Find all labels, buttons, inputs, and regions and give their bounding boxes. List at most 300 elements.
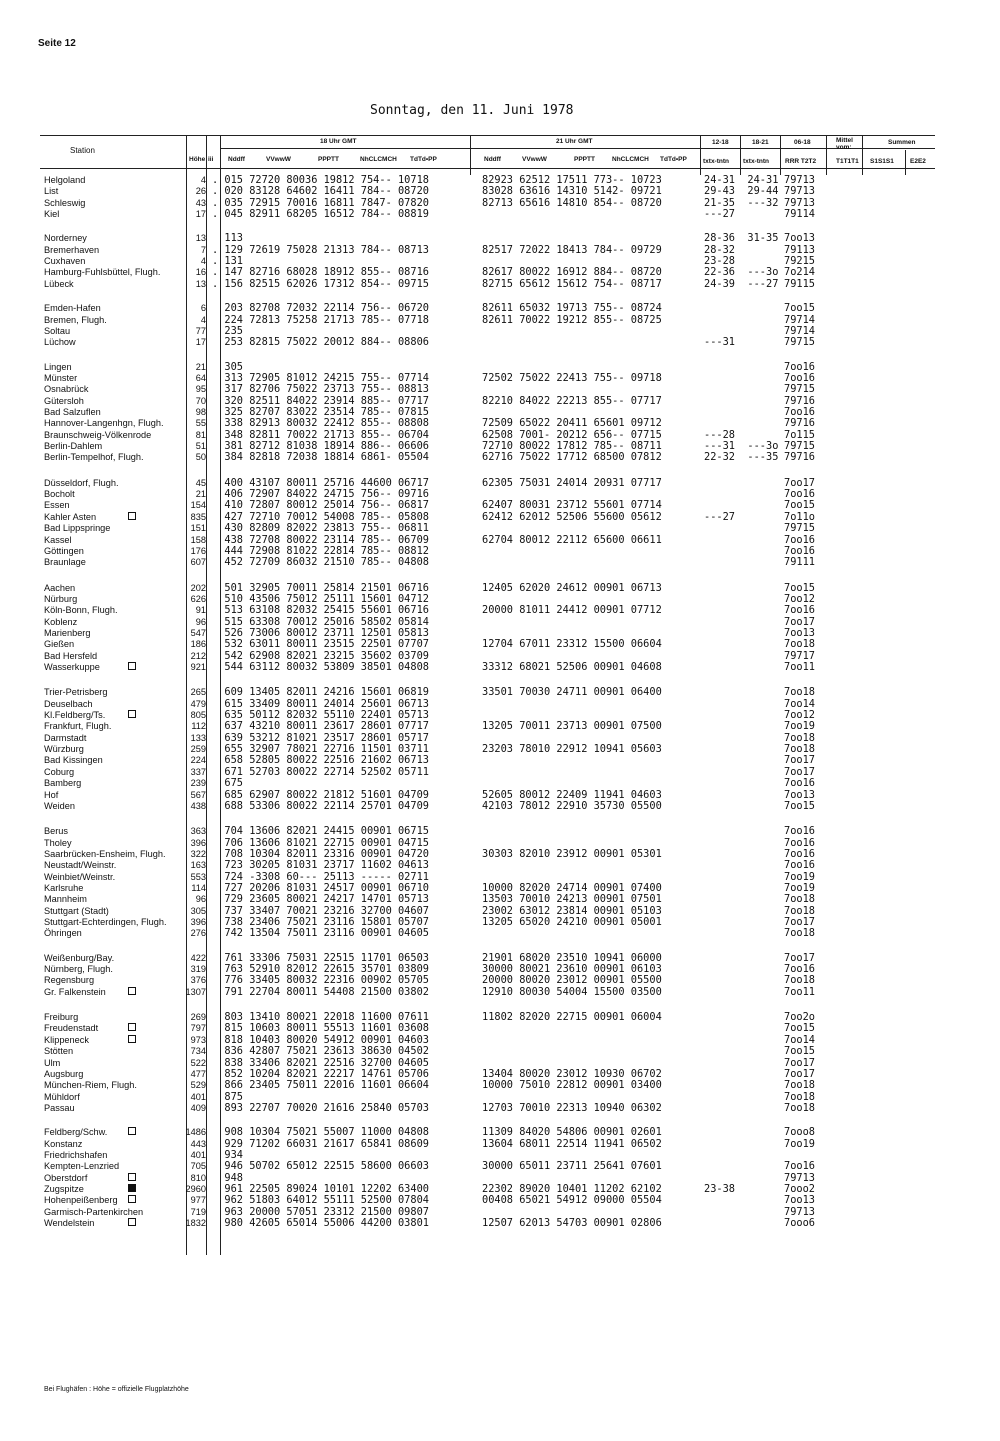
mean-values: 7oo16 bbox=[784, 1160, 815, 1173]
station-name: Münster bbox=[44, 372, 78, 383]
station-name: Hamburg-Fuhlsbüttel, Flugh. bbox=[44, 267, 161, 278]
station-height: 21 bbox=[195, 489, 206, 500]
summen-divider bbox=[905, 150, 906, 175]
station-height: 438 bbox=[190, 800, 206, 811]
station-name: Darmstadt bbox=[44, 732, 87, 743]
station-name: Bremerhaven bbox=[44, 244, 100, 255]
obs-18-gmt: 325 82707 83022 23514 785-- 07815 bbox=[212, 406, 429, 418]
obs-18-gmt: 444 72908 81022 22814 785-- 08812 bbox=[212, 544, 429, 557]
mean-values: 7o11o bbox=[784, 510, 815, 523]
obs-18-gmt: 815 10603 80011 55513 11601 03608 bbox=[212, 1022, 429, 1035]
mean-values: 7oo18 bbox=[784, 1101, 815, 1114]
mean-values: 7oo17 bbox=[784, 765, 815, 778]
station-height: 13 bbox=[195, 278, 206, 289]
obs-21-gmt: 12910 80030 54004 15500 03500 bbox=[482, 985, 662, 998]
station-height: 567 bbox=[190, 789, 206, 800]
table-row bbox=[0, 384, 1000, 395]
obs-21-gmt: 42103 78012 22910 35730 05500 bbox=[482, 799, 662, 812]
station-name: Nürburg bbox=[44, 593, 78, 604]
station-height: 269 bbox=[190, 1012, 206, 1023]
mean-values: 7oo16 bbox=[784, 777, 815, 790]
mountain-station-marker bbox=[128, 1195, 136, 1203]
station-height: 50 bbox=[195, 452, 206, 463]
mean-values: 7oo16 bbox=[784, 533, 815, 546]
station-height: 96 bbox=[195, 616, 206, 627]
obs-18-gmt: 452 72709 86032 21510 785-- 04808 bbox=[212, 556, 429, 569]
obs-18-gmt: 729 23605 80021 24217 14701 05713 bbox=[212, 893, 429, 906]
mean-values: 7oo16 bbox=[784, 604, 815, 617]
station-height: 797 bbox=[190, 1023, 206, 1034]
station-height: 477 bbox=[190, 1068, 206, 1079]
station-height: 607 bbox=[190, 557, 206, 568]
mean-values: 7oo15 bbox=[784, 302, 815, 315]
station-name: Bad Kissingen bbox=[44, 755, 103, 766]
obs-18-gmt: 313 72905 81012 24215 755-- 07714 bbox=[212, 371, 429, 384]
mean-values: 79215 bbox=[784, 255, 815, 268]
station-name: Oberstdorf bbox=[44, 1172, 88, 1183]
obs-21-gmt: 11802 82020 22715 00901 06004 bbox=[482, 1011, 662, 1024]
station-name: Berlin-Dahlem bbox=[44, 441, 103, 451]
table-row bbox=[0, 535, 1000, 546]
obs-21-gmt: 22302 89020 10401 11202 62102 bbox=[482, 1183, 662, 1195]
table-row bbox=[0, 778, 1000, 789]
station-height: 409 bbox=[190, 1102, 206, 1113]
obs-18-gmt: 727 20206 81031 24517 00901 06710 bbox=[212, 881, 429, 894]
station-name: Weinbiet/Weinstr. bbox=[44, 871, 116, 882]
obs-18-gmt: . 045 82911 68205 16512 784-- 08819 bbox=[212, 208, 429, 220]
station-height: 973 bbox=[190, 1034, 206, 1045]
table-row bbox=[0, 975, 1000, 986]
obs-21-gmt: 23002 63012 23814 00901 05103 bbox=[482, 904, 662, 917]
station-height: 17 bbox=[195, 209, 206, 219]
station-height: 553 bbox=[190, 871, 206, 882]
station-name: Würzburg bbox=[44, 744, 84, 755]
mean-values: 7oo18 bbox=[784, 731, 815, 744]
mean-values: 79111 bbox=[784, 556, 815, 569]
obs-21-gmt: 83028 63616 14310 5142- 09721 bbox=[482, 185, 662, 198]
table-row bbox=[0, 500, 1000, 511]
station-height: 77 bbox=[195, 325, 206, 336]
station-name: Nürnberg, Flugh. bbox=[44, 964, 113, 974]
station-height: 2960 bbox=[185, 1184, 206, 1194]
station-name: Marienberg bbox=[44, 627, 91, 638]
obs-18-gmt: . 156 82515 62026 17312 854-- 09715 bbox=[212, 277, 429, 290]
mean-values: 7o214 bbox=[784, 266, 815, 279]
table-row bbox=[0, 662, 1000, 673]
station-height: 835 bbox=[190, 511, 206, 522]
obs-21-gmt: 33312 68021 52506 00901 04608 bbox=[482, 661, 662, 673]
station-name: Stuttgart-Echterdingen, Flugh. bbox=[44, 917, 167, 927]
obs-18-gmt: 510 43506 75012 25111 15601 04712 bbox=[212, 592, 429, 605]
station-height: 26 bbox=[195, 186, 206, 197]
station-height: 55 bbox=[195, 418, 206, 429]
mean-values: 7oo17 bbox=[784, 1067, 815, 1080]
table-row bbox=[0, 1058, 1000, 1069]
mean-values: 7oo16 bbox=[784, 847, 815, 860]
header-summen-sub1: S1S1S1 bbox=[870, 158, 894, 165]
obs-18-gmt: 685 62907 80022 21812 51601 04709 bbox=[212, 788, 429, 801]
table-row bbox=[0, 245, 1000, 256]
obs-21-gmt: 62412 62012 52506 55600 05612 bbox=[482, 510, 662, 523]
obs-18-gmt: 635 50112 82032 55110 22401 05713 bbox=[212, 709, 429, 721]
table-row bbox=[0, 906, 1000, 917]
station-name: Coburg bbox=[44, 766, 75, 777]
obs-18-gmt: 410 72807 80012 25014 756-- 06817 bbox=[212, 499, 429, 512]
station-height: 4 bbox=[200, 314, 206, 325]
mean-values: 7oo18 bbox=[784, 927, 815, 940]
obs-21-gmt: 52605 80012 22409 11941 04603 bbox=[482, 788, 662, 801]
mountain-station-marker bbox=[128, 1035, 136, 1043]
station-name: Weiden bbox=[44, 800, 75, 811]
station-height: 977 bbox=[190, 1195, 206, 1206]
obs-18-gmt: . 147 82716 68028 18912 855-- 08716 bbox=[212, 266, 429, 279]
footnote: Bei Flughäfen : Höhe = offizielle Flugplatzhöhe bbox=[44, 1386, 189, 1393]
obs-18-gmt: 737 33407 70021 23216 32700 04607 bbox=[212, 904, 429, 917]
obs-18-gmt: . 129 72619 75028 21313 784-- 08713 bbox=[212, 243, 429, 256]
station-name: Deuselbach bbox=[44, 698, 93, 709]
table-row bbox=[0, 452, 1000, 463]
mean-values: 79713 bbox=[784, 1205, 815, 1218]
station-height: 81 bbox=[195, 429, 206, 440]
mean-values: 7oo16 bbox=[784, 406, 815, 418]
mean-values: 79115 bbox=[784, 277, 815, 290]
obs-21-gmt: 82923 62512 17511 773-- 10723 bbox=[482, 174, 662, 186]
table-row bbox=[0, 583, 1000, 594]
mean-values: 7oo18 bbox=[784, 893, 815, 906]
station-name: Bamberg bbox=[44, 778, 82, 789]
station-height: 705 bbox=[190, 1161, 206, 1172]
mean-values: 79713 bbox=[784, 185, 815, 198]
obs-21-gmt: 62407 80031 23712 55601 07714 bbox=[482, 499, 662, 512]
obs-18-gmt: . 131 bbox=[212, 255, 243, 268]
table-row bbox=[0, 744, 1000, 755]
obs-18-gmt: 430 82809 82022 23813 755-- 06811 bbox=[212, 522, 429, 535]
mountain-station-marker bbox=[128, 987, 136, 995]
mean-values: 7oo17 bbox=[784, 951, 815, 964]
obs-18-gmt: 818 10403 80020 54912 00901 04603 bbox=[212, 1033, 429, 1046]
mean-values: 7oo15 bbox=[784, 499, 815, 512]
date-title: Sonntag, den 11. Juni 1978 bbox=[370, 103, 574, 118]
obs-21-gmt: 82611 70022 19212 855-- 08725 bbox=[482, 313, 662, 326]
table-row bbox=[0, 628, 1000, 639]
obs-18-gmt: 615 33409 80011 24014 25601 06713 bbox=[212, 697, 429, 710]
obs-18-gmt: 671 52703 80022 22714 52502 05711 bbox=[212, 765, 429, 778]
station-name: Braunlage bbox=[44, 557, 86, 568]
obs-18-gmt: . 035 72915 70016 16811 7847- 07820 bbox=[212, 196, 429, 209]
table-row bbox=[0, 1173, 1000, 1184]
station-name: Stötten bbox=[44, 1046, 74, 1057]
obs-21-gmt: 13205 65020 24210 00901 05001 bbox=[482, 916, 662, 928]
station-name: Feldberg/Schw. bbox=[44, 1127, 108, 1138]
station-height: 322 bbox=[190, 848, 206, 859]
obs-18-gmt: . 015 72720 80036 19812 754-- 10718 bbox=[212, 174, 429, 186]
table-row bbox=[0, 523, 1000, 534]
obs-18-gmt: 224 72813 75258 21713 785-- 07718 bbox=[212, 313, 429, 326]
obs-18-gmt: 438 72708 80022 23114 785-- 06709 bbox=[212, 533, 429, 546]
station-height: 43 bbox=[195, 197, 206, 208]
obs-21-gmt: 82517 72022 18413 784-- 09729 bbox=[482, 243, 662, 256]
mean-values: 7oo13 bbox=[784, 788, 815, 801]
mean-values: 79713 bbox=[784, 1171, 815, 1184]
obs-18-gmt: 658 52805 80022 22516 21602 06713 bbox=[212, 754, 429, 767]
obs-18-gmt: 742 13504 75011 23116 00901 04605 bbox=[212, 927, 429, 940]
table-row bbox=[0, 209, 1000, 220]
header-18-21: 18-21 bbox=[752, 139, 769, 146]
station-height: 98 bbox=[195, 407, 206, 417]
mountain-station-marker bbox=[128, 1127, 136, 1135]
mountain-station-marker bbox=[128, 1218, 136, 1226]
station-height: 396 bbox=[190, 837, 206, 848]
obs-21-gmt: 12704 67011 23312 15500 06604 bbox=[482, 638, 662, 651]
table-row bbox=[0, 699, 1000, 710]
table-row bbox=[0, 894, 1000, 905]
obs-18-gmt: 738 23406 75021 23116 15801 05707 bbox=[212, 916, 429, 928]
mean-values: 7oo16 bbox=[784, 836, 815, 849]
header-group18: 18 Uhr GMT bbox=[320, 138, 357, 145]
header-bottom-rule bbox=[40, 168, 935, 169]
station-name: Freiburg bbox=[44, 1012, 79, 1023]
obs-18-gmt: . 020 83128 64602 16411 784-- 08720 bbox=[212, 185, 429, 198]
station-name: Berus bbox=[44, 826, 69, 837]
table-row bbox=[0, 315, 1000, 326]
header-g21-col: TdTd•PP bbox=[660, 156, 687, 163]
obs-18-gmt: 708 10304 82011 23316 00901 04720 bbox=[212, 847, 429, 860]
mean-values: 79713 bbox=[784, 196, 815, 209]
mean-values: 7oo15 bbox=[784, 581, 815, 594]
obs-21-gmt: 11309 84020 54806 00901 02601 bbox=[482, 1126, 662, 1139]
mean-values: 79716 bbox=[784, 451, 815, 464]
obs-21-gmt: 13604 68011 22514 11941 06502 bbox=[482, 1137, 662, 1150]
mean-values: 7oo18 bbox=[784, 904, 815, 917]
header-summen-sub2: E2E2 bbox=[910, 158, 926, 165]
station-name: Aachen bbox=[44, 582, 76, 593]
mean-values: 7oo19 bbox=[784, 881, 815, 894]
table-row bbox=[0, 928, 1000, 939]
station-height: 91 bbox=[195, 605, 206, 616]
table-row bbox=[0, 1023, 1000, 1034]
obs-18-gmt: 526 73006 80012 23711 12501 05813 bbox=[212, 626, 429, 639]
mean-values: 79713 bbox=[784, 174, 815, 186]
station-height: 265 bbox=[190, 687, 206, 698]
obs-18-gmt: 934 bbox=[212, 1148, 243, 1161]
col1218-divider bbox=[740, 135, 741, 175]
obs-18-gmt: 761 33306 75031 22515 11701 06503 bbox=[212, 951, 429, 964]
station-name: Koblenz bbox=[44, 616, 78, 627]
station-height: 158 bbox=[190, 534, 206, 545]
station-name: Schleswig bbox=[44, 197, 86, 208]
station-height: 64 bbox=[195, 372, 206, 383]
mountain-station-marker bbox=[128, 512, 136, 520]
table-row bbox=[0, 1035, 1000, 1046]
mean-values: 7oo16 bbox=[784, 360, 815, 373]
obs-18-gmt: 724 -3308 60--- 25113 ----- 02711 bbox=[212, 870, 429, 883]
table-row bbox=[0, 687, 1000, 698]
table-row bbox=[0, 546, 1000, 557]
obs-18-gmt: 338 82913 80032 22412 855-- 08808 bbox=[212, 417, 429, 430]
mean-values: 79715 bbox=[784, 336, 815, 349]
header-g21-col: PPPTT bbox=[574, 156, 595, 163]
header-g21-col: Nddff bbox=[484, 156, 501, 163]
obs-18-gmt: 706 13606 81021 22715 00901 04715 bbox=[212, 836, 429, 849]
obs-18-gmt: 305 bbox=[212, 360, 243, 373]
station-height: 154 bbox=[190, 500, 206, 511]
station-name: Bad Lippspringe bbox=[44, 523, 111, 534]
obs-18-gmt: 980 42605 65014 55006 44200 03801 bbox=[212, 1217, 429, 1229]
station-name: Weißenburg/Bay. bbox=[44, 952, 115, 963]
obs-18-gmt: 427 72710 70012 54008 785-- 05808 bbox=[212, 510, 429, 523]
header-g21-col: NhCLCMCH bbox=[612, 156, 649, 163]
obs-21-gmt: 00408 65021 54912 09000 05504 bbox=[482, 1194, 662, 1207]
station-height: 7 bbox=[200, 244, 206, 255]
table-row bbox=[0, 1127, 1000, 1138]
obs-18-gmt: 655 32907 78021 22716 11501 03711 bbox=[212, 743, 429, 756]
temp-extremes: 23-28 bbox=[704, 255, 735, 268]
header-mittel-sub: T1T1T1 bbox=[836, 158, 859, 165]
obs-21-gmt: 72502 75022 22413 755-- 09718 bbox=[482, 371, 662, 384]
station-height: 363 bbox=[190, 826, 206, 837]
table-row bbox=[0, 860, 1000, 871]
obs-18-gmt: 929 71202 66031 21617 65841 08609 bbox=[212, 1137, 429, 1150]
station-height: 133 bbox=[190, 732, 206, 743]
station-height: 401 bbox=[190, 1091, 206, 1102]
station-name: Kiel bbox=[44, 209, 60, 219]
station-height: 337 bbox=[190, 766, 206, 777]
table-row bbox=[0, 362, 1000, 373]
table-row bbox=[0, 1218, 1000, 1229]
table-row bbox=[0, 755, 1000, 766]
obs-18-gmt: 381 82712 81038 18914 886-- 06606 bbox=[212, 440, 429, 452]
mean-values: 7oo16 bbox=[784, 544, 815, 557]
obs-18-gmt: 203 82708 72032 22114 756-- 06720 bbox=[212, 302, 429, 315]
station-height: 21 bbox=[195, 361, 206, 372]
mean-values: 7oo18 bbox=[784, 1090, 815, 1103]
mean-values: 79716 bbox=[784, 417, 815, 430]
mean-values: 7oo12 bbox=[784, 709, 815, 721]
station-name: Bad Salzuflen bbox=[44, 407, 101, 417]
mean-values: 7oo15 bbox=[784, 799, 815, 812]
obs-21-gmt: 20000 81011 24412 00901 07712 bbox=[482, 604, 662, 617]
table-row bbox=[0, 639, 1000, 650]
mean-values: 79715 bbox=[784, 522, 815, 535]
header-summen: Summen bbox=[888, 139, 916, 146]
header-12-18-sub: txtx-tntn bbox=[703, 158, 729, 165]
station-height: 719 bbox=[190, 1206, 206, 1217]
obs-18-gmt: 317 82706 75022 23713 755-- 08813 bbox=[212, 383, 429, 396]
obs-18-gmt: 609 13405 82011 24216 15601 06819 bbox=[212, 686, 429, 699]
station-name: Frankfurt, Flugh. bbox=[44, 721, 112, 732]
table-row bbox=[0, 557, 1000, 568]
station-height: 163 bbox=[190, 860, 206, 871]
mean-values: 7oo18 bbox=[784, 638, 815, 651]
station-name: Garmisch-Partenkirchen bbox=[44, 1206, 144, 1217]
table-row bbox=[0, 303, 1000, 314]
station-name: Gr. Falkenstein bbox=[44, 986, 106, 997]
mean-values: 7oo18 bbox=[784, 743, 815, 756]
obs-18-gmt: 763 52910 82012 22615 35701 03809 bbox=[212, 963, 429, 975]
obs-18-gmt: 908 10304 75021 55007 11000 04808 bbox=[212, 1126, 429, 1139]
mean-values: 79716 bbox=[784, 394, 815, 407]
table-row bbox=[0, 441, 1000, 452]
obs-21-gmt: 62716 75022 17712 68500 07812 bbox=[482, 451, 662, 464]
obs-18-gmt: 852 10204 82021 22217 14761 05706 bbox=[212, 1067, 429, 1080]
group18-divider bbox=[470, 135, 471, 175]
station-height: 224 bbox=[190, 755, 206, 766]
station-height: 376 bbox=[190, 975, 206, 986]
obs-21-gmt: 23203 78010 22912 10941 05603 bbox=[482, 743, 662, 756]
station-height: 259 bbox=[190, 744, 206, 755]
table-row bbox=[0, 872, 1000, 883]
mean-values: 7oo13 bbox=[784, 626, 815, 639]
mean-values: 79715 bbox=[784, 440, 815, 452]
station-height: 810 bbox=[190, 1172, 206, 1183]
obs-21-gmt: 62704 80012 22112 65600 06611 bbox=[482, 533, 662, 546]
table-row bbox=[0, 883, 1000, 894]
table-row bbox=[0, 826, 1000, 837]
table-row bbox=[0, 733, 1000, 744]
station-height: 51 bbox=[195, 441, 206, 451]
station-name: Hohenpeißenberg bbox=[44, 1195, 118, 1206]
station-height: 529 bbox=[190, 1080, 206, 1091]
header-group21: 21 Uhr GMT bbox=[556, 138, 593, 145]
obs-18-gmt: 400 43107 80011 25716 44600 06717 bbox=[212, 476, 429, 489]
station-height: 443 bbox=[190, 1138, 206, 1149]
station-name: Mannheim bbox=[44, 894, 87, 905]
header-g18-col: NhCLCMCH bbox=[360, 156, 397, 163]
obs-18-gmt: 836 42807 75021 23613 38630 04502 bbox=[212, 1045, 429, 1058]
header-06-18-sub: RRR T2T2 bbox=[785, 158, 817, 165]
header-mid-rule bbox=[220, 148, 935, 149]
obs-21-gmt: 13503 70010 24213 00901 07501 bbox=[482, 893, 662, 906]
station-name: Norderney bbox=[44, 233, 87, 244]
table-row bbox=[0, 1207, 1000, 1218]
col0618-divider bbox=[826, 135, 827, 175]
obs-18-gmt: 776 33405 80032 22316 00902 05705 bbox=[212, 974, 429, 987]
table-row bbox=[0, 838, 1000, 849]
table-row bbox=[0, 279, 1000, 290]
station-name: Düsseldorf, Flugh. bbox=[44, 477, 119, 488]
station-name: Berlin-Tempelhof, Flugh. bbox=[44, 452, 144, 463]
station-name: Osnabrück bbox=[44, 384, 89, 395]
station-height: 16 bbox=[195, 267, 206, 278]
mean-values: 7oo17 bbox=[784, 916, 815, 928]
obs-21-gmt: 30000 65011 23711 25641 07601 bbox=[482, 1160, 662, 1173]
station-height: 114 bbox=[191, 882, 206, 893]
mean-values: 7oo13 bbox=[784, 1194, 815, 1207]
obs-18-gmt: 675 bbox=[212, 777, 243, 790]
station-name: Friedrichshafen bbox=[44, 1149, 108, 1160]
mountain-station-marker bbox=[128, 1023, 136, 1031]
table-row bbox=[0, 373, 1000, 384]
station-name: Ulm bbox=[44, 1057, 61, 1068]
station-height: 422 bbox=[190, 952, 206, 963]
station-height: 6 bbox=[200, 303, 206, 314]
station-name: Zugspitze bbox=[44, 1184, 84, 1194]
station-height: 734 bbox=[190, 1046, 206, 1057]
header-g18-col: Nddff bbox=[228, 156, 245, 163]
header-station: Station bbox=[70, 146, 95, 155]
table-row bbox=[0, 651, 1000, 662]
station-name: Mühldorf bbox=[44, 1091, 80, 1102]
station-height: 70 bbox=[195, 395, 206, 406]
obs-21-gmt: 30303 82010 23912 00901 05301 bbox=[482, 847, 662, 860]
mean-values: 7oo17 bbox=[784, 476, 815, 489]
mean-values: 7oo19 bbox=[784, 870, 815, 883]
temp-extremes: 21-35 ---32 bbox=[704, 196, 779, 209]
station-name: Augsburg bbox=[44, 1068, 84, 1079]
page-label: Seite 12 bbox=[38, 38, 76, 49]
obs-18-gmt: 688 53306 80022 22114 25701 04709 bbox=[212, 799, 429, 812]
obs-18-gmt: 515 63308 70012 25016 58502 05814 bbox=[212, 615, 429, 628]
